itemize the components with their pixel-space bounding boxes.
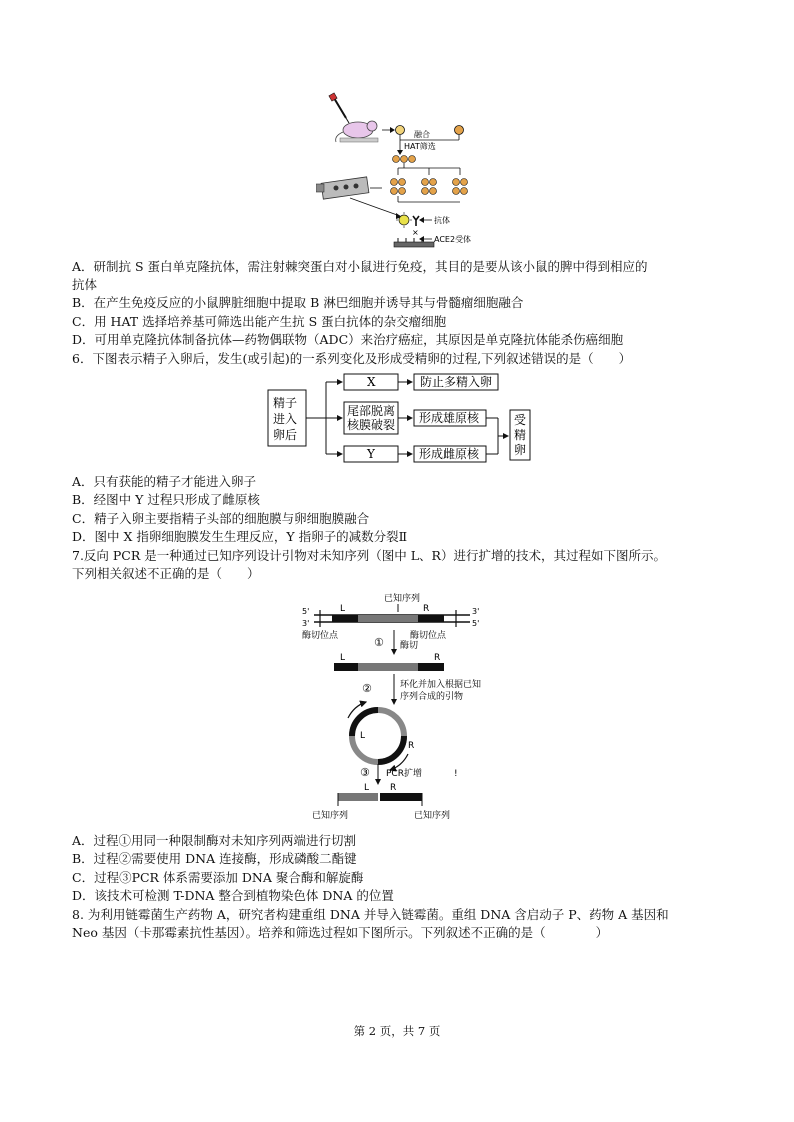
syringe-icon: [329, 93, 349, 123]
clone-group-3-icon: [453, 179, 468, 195]
q6-option-d: D．图中 X 指卵细胞膜发生生理反应，Y 指卵子的减数分裂Ⅱ: [72, 529, 408, 544]
b-cell-icon: [396, 126, 405, 135]
step2-text-2: 序列合成的引物: [400, 692, 464, 702]
fused-cells-icon: [393, 156, 416, 163]
antibody-label: 抗体: [434, 216, 450, 225]
zygote-line-3: 卵: [514, 443, 527, 457]
mouse-icon: [336, 121, 378, 142]
culture-flask-icon: [316, 177, 369, 199]
q8-stem-line2: Neo 基因（卡那霉素抗性基因）。培养和筛选过程如下图所示。下列叙述不正确的是（ ）: [72, 925, 609, 940]
clone-group-2-icon: [422, 179, 437, 195]
five-prime-right: 5': [472, 619, 480, 628]
three-prime-right: 3': [472, 607, 480, 616]
monoclonal-antibody-figure: [316, 92, 496, 254]
known-seq-bottom-left: 已知序列: [312, 811, 349, 821]
q6-option-b: B．经图中 Y 过程只形成了雌原核: [72, 492, 260, 507]
tail-line-1: 尾部脱离: [347, 404, 396, 418]
step2-number: ②: [362, 682, 372, 695]
clone-group-1-icon: [391, 179, 406, 195]
q7-option-d: D．该技术可检测 T-DNA 整合到植物染色体 DNA 的位置: [72, 888, 394, 903]
cut-site-left-label: 酶切位点: [302, 631, 339, 641]
L-label-bottom: L: [364, 783, 370, 793]
dna-double-strand: [314, 610, 470, 627]
x-label: X: [367, 375, 376, 389]
q8-stem-line1: 8. 为利用链霉菌生产药物 A，研究者构建重组 DNA 并导入链霉菌。重组 DNA 含启动子 P、药物 A 基因和: [72, 907, 669, 922]
stray-mark: !: [454, 769, 458, 779]
page-footer: 第 2 页，共 7 页: [353, 1024, 441, 1038]
q5-option-d: D．可用单克隆抗体制备抗体—药物偶联物（ADC）来治疗癌症，其原因是单克隆抗体能杀伤癌细胞: [72, 332, 624, 347]
male-label: 形成雄原核: [419, 411, 480, 425]
fusion-label: 融合: [414, 130, 430, 139]
q6-option-a: A．只有获能的精子才能进入卵子: [72, 474, 257, 489]
R-label-circle: R: [408, 741, 415, 751]
myeloma-cell-icon: [455, 126, 464, 135]
R-label-2: R: [434, 653, 441, 663]
fertilization-flow-diagram: [266, 370, 536, 470]
block-mark: ×: [412, 228, 419, 237]
q5-option-a-line2: 抗体: [72, 277, 98, 292]
circular-dna: [348, 702, 408, 770]
known-seq-bottom-right: 已知序列: [414, 811, 451, 821]
R-label-bottom: R: [390, 783, 397, 793]
five-prime-left: 5': [302, 607, 310, 616]
cut-site-right-label: 酶切位点: [410, 631, 447, 641]
tail-line-2: 核膜破裂: [347, 418, 396, 432]
q5-option-c: C．用 HAT 选择培养基可筛选出能产生抗 S 蛋白抗体的杂交瘤细胞: [72, 314, 447, 329]
y-label: Y: [367, 447, 375, 461]
female-label: 形成雌原核: [419, 447, 480, 461]
q5-option-b: B．在产生免疫反应的小鼠脾脏细胞中提取 B 淋巴细胞并诱导其与骨髓瘤细胞融合: [72, 295, 524, 310]
step3-text: PCR扩增: [386, 769, 422, 779]
step1-text: 酶切: [400, 641, 419, 651]
receptor-label: ACE2受体: [434, 235, 472, 244]
q6-stem: 6．下图表示精子入卵后，发生(或引起)的一系列变化及形成受精卵的过程,下列叙述错误的是（ ）: [72, 351, 632, 366]
start-line-2: 进入: [273, 412, 298, 426]
zygote-line-1: 受: [514, 413, 527, 427]
cut-fragment: [334, 663, 444, 671]
R-label-top: R: [423, 604, 430, 614]
antibody-icon: [413, 216, 419, 226]
step3-number: ③: [360, 766, 370, 779]
hat-label: HAT筛选: [404, 142, 436, 151]
q7-stem-line1: 7.反向 PCR 是一种通过已知序列设计引物对未知序列（图中 L、R）进行扩增的技术，其过程如下图所示。: [72, 548, 666, 563]
L-label-top: L: [340, 604, 346, 614]
prevent-label: 防止多精入卵: [420, 375, 493, 389]
L-label-circle: L: [360, 731, 366, 741]
q7-option-b: B．过程②需要使用 DNA 连接酶，形成磷酸二酯键: [72, 851, 357, 866]
step1-number: ①: [374, 636, 384, 649]
start-line-1: 精子: [273, 396, 298, 410]
virus-icon: [396, 212, 412, 228]
zygote-line-2: 精: [514, 428, 527, 442]
q6-option-c: C．精子入卵主要指精子头部的细胞膜与卵细胞膜融合: [72, 511, 370, 526]
q7-option-a: A．过程①用同一种限制酶对未知序列两端进行切割: [72, 833, 357, 848]
q7-option-c: C．过程③PCR 体系需要添加 DNA 聚合酶和解旋酶: [72, 870, 364, 885]
three-prime-left: 3': [302, 619, 310, 628]
known-seq-top-label: 已知序列: [384, 594, 421, 604]
L-label-2: L: [340, 653, 346, 663]
step2-text-1: 环化并加入根据已知: [400, 680, 482, 690]
q7-stem-line2: 下列相关叙述不正确的是（ ）: [72, 566, 260, 581]
q5-option-a-line1: A．研制抗 S 蛋白单克隆抗体，需注射棘突蛋白对小鼠进行免疫，其目的是要从该小鼠的脾中得到相应的: [72, 259, 648, 274]
inverse-pcr-figure: [290, 590, 490, 826]
start-line-3: 卵后: [273, 428, 298, 442]
pcr-product: [338, 793, 422, 801]
